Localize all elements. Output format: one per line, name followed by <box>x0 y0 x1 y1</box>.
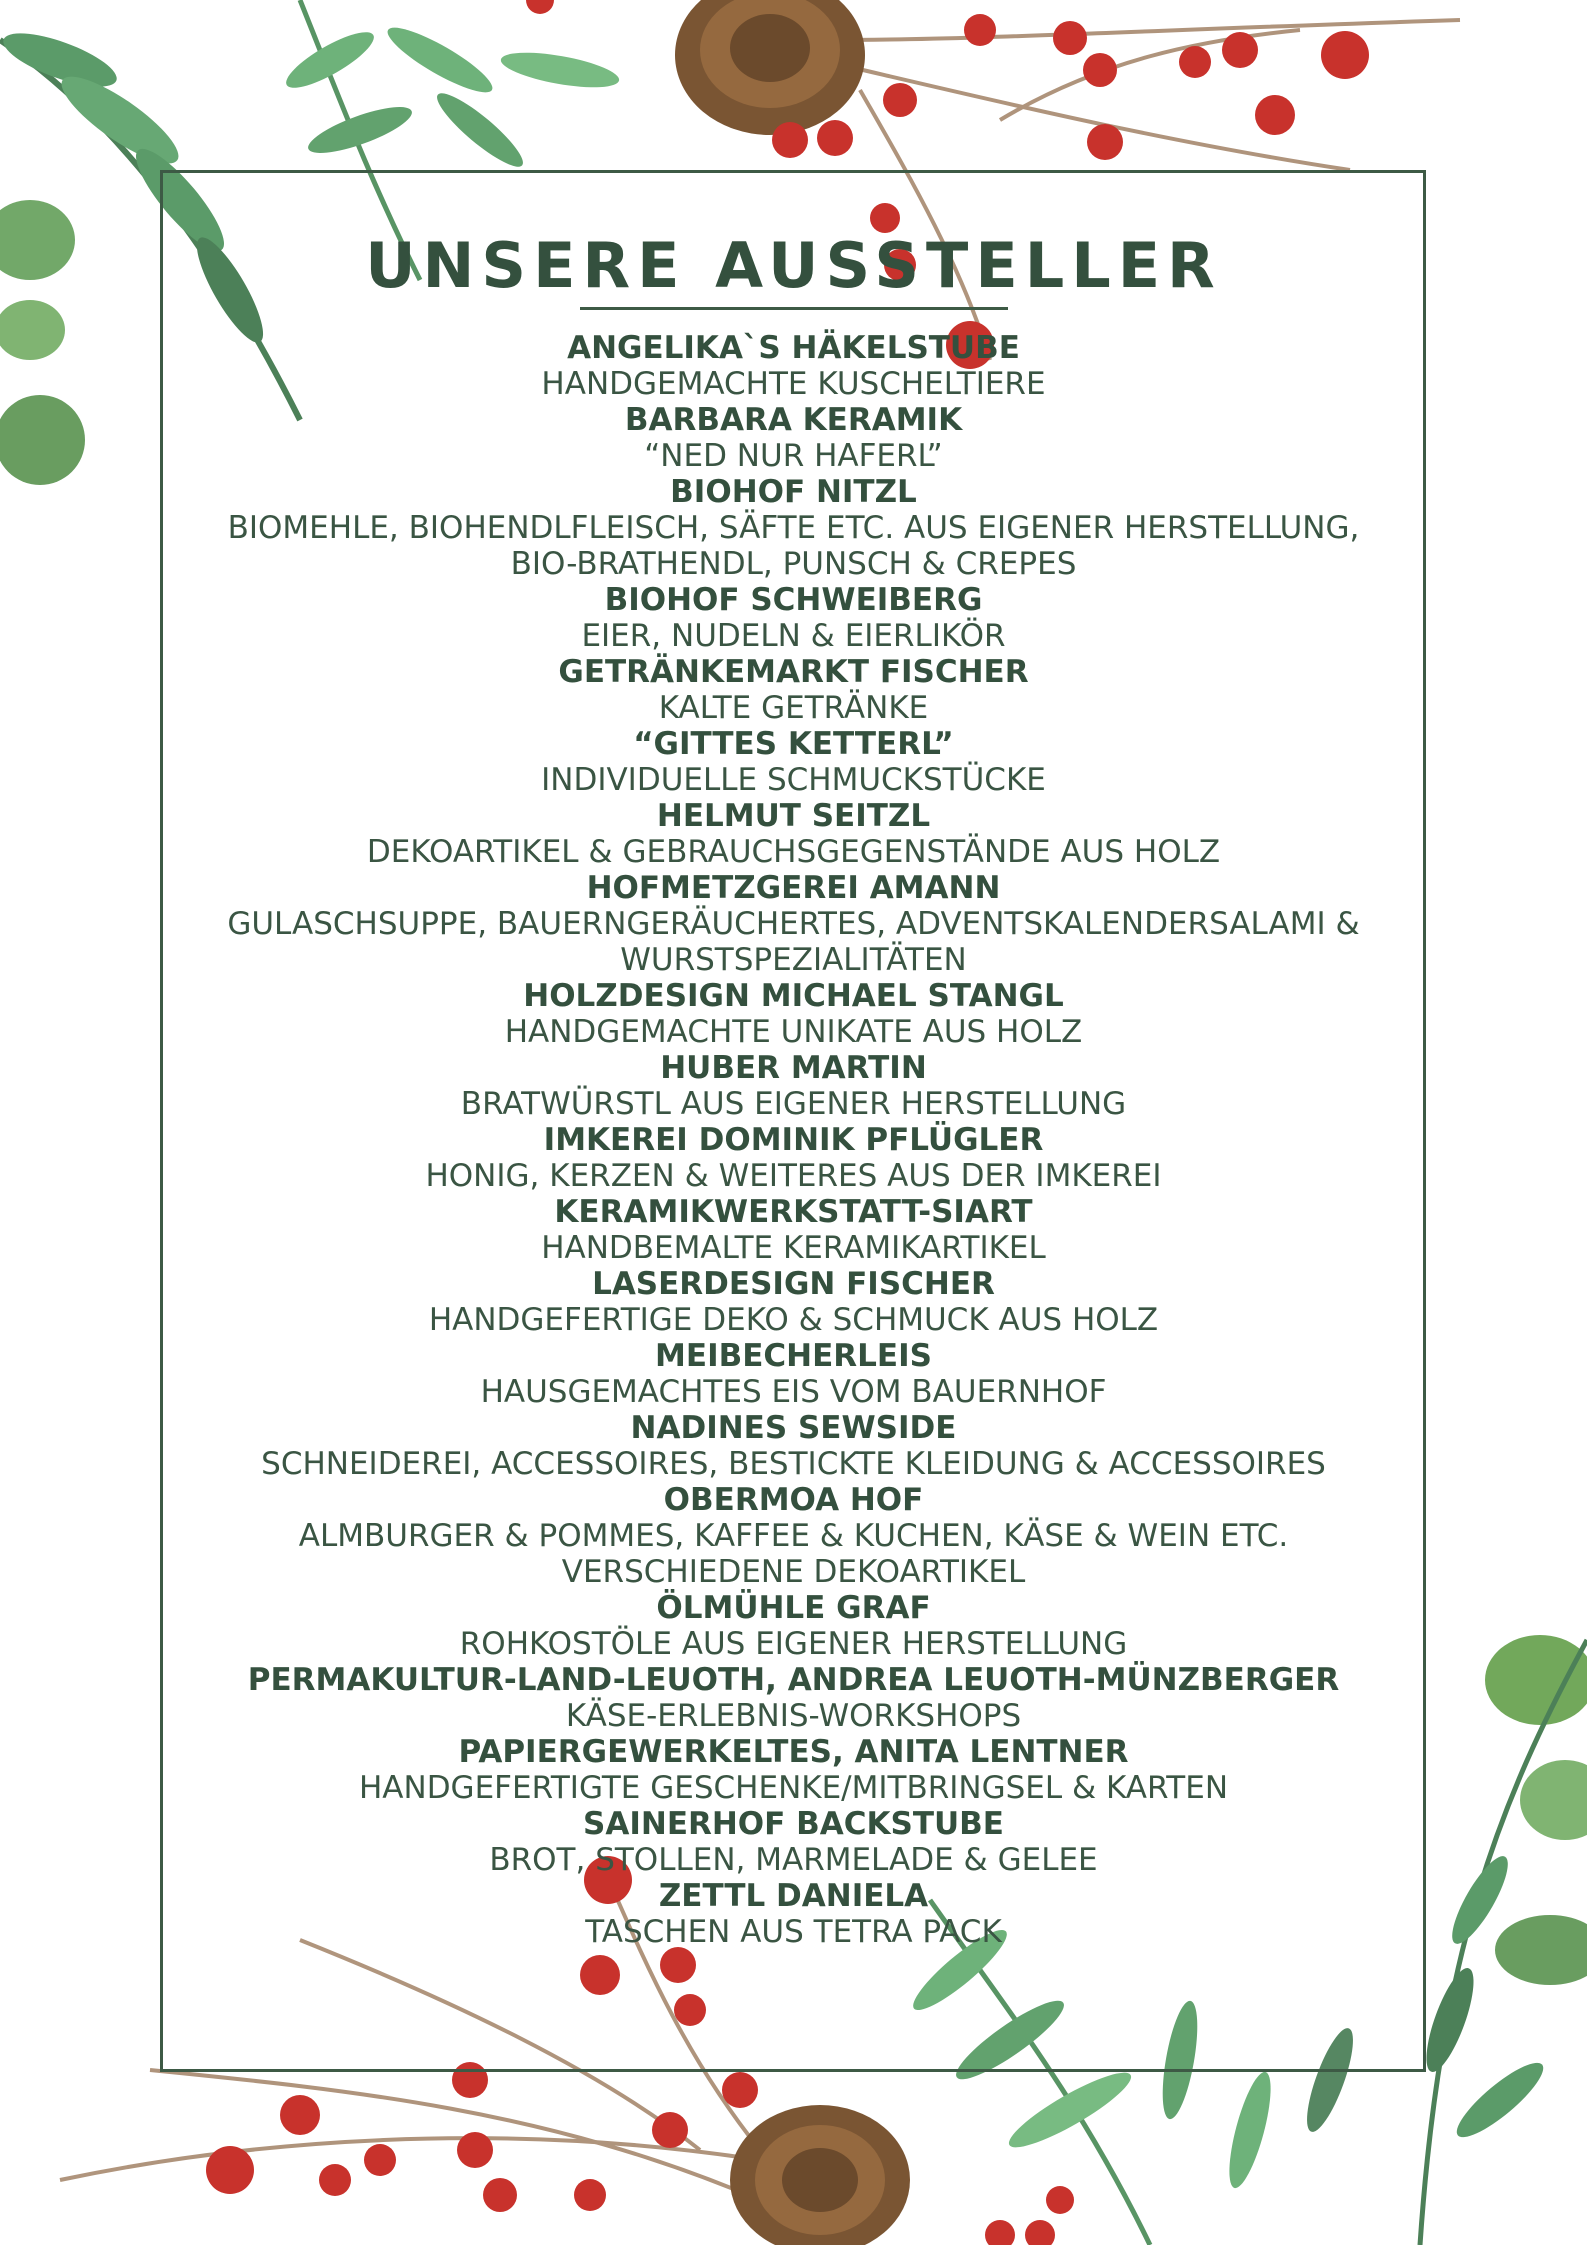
exhibitor-description: HAUSGEMACHTES EIS VOM BAUERNHOF <box>480 1374 1107 1410</box>
exhibitor-name: ZETTL DANIELA <box>658 1878 929 1914</box>
exhibitor-name: OBERMOA HOF <box>663 1482 924 1518</box>
exhibitor-entry <box>180 402 1407 474</box>
title-underline <box>580 307 1008 310</box>
exhibitor-entry <box>180 1806 1407 1878</box>
exhibitor-description: BIOMEHLE, BIOHENDLFLEISCH, SÄFTE ETC. AUS EIGENER HERSTELLUNG, BIO-BRATHENDL, PUNSCH & CREPES <box>227 510 1360 582</box>
exhibitor-description: INDIVIDUELLE SCHMUCKSTÜCKE <box>541 762 1046 798</box>
exhibitor-name: SAINERHOF BACKSTUBE <box>583 1806 1004 1842</box>
exhibitor-description: DEKOARTIKEL & GEBRAUCHSGEGENSTÄNDE AUS HOLZ <box>366 834 1221 870</box>
exhibitor-entry <box>180 1662 1407 1734</box>
exhibitor-description: HONIG, KERZEN & WEITERES AUS DER IMKEREI <box>425 1158 1162 1194</box>
exhibitor-name: LASERDESIGN FISCHER <box>592 1266 995 1302</box>
fern-right <box>1417 1635 1587 2245</box>
exhibitor-description: HANDGEMACHTE KUSCHELTIERE <box>541 366 1046 402</box>
exhibitor-entry <box>180 1878 1407 1950</box>
exhibitor-list <box>180 330 1407 1950</box>
exhibitor-entry <box>180 474 1407 582</box>
exhibitor-name: “GITTES KETTERL” <box>633 726 954 762</box>
exhibitor-entry <box>180 1338 1407 1410</box>
exhibitor-name: MEIBECHERLEIS <box>655 1338 932 1374</box>
exhibitor-entry <box>180 1266 1407 1338</box>
exhibitor-entry <box>180 330 1407 402</box>
exhibitor-name: BIOHOF SCHWEIBERG <box>604 582 983 618</box>
exhibitor-name: PERMAKULTUR-LAND-LEUOTH, ANDREA LEUOTH-MÜNZBERGER <box>247 1662 1340 1698</box>
exhibitor-name: KERAMIKWERKSTATT-SIART <box>554 1194 1033 1230</box>
exhibitor-entry <box>180 726 1407 798</box>
exhibitor-name: ÖLMÜHLE GRAF <box>656 1590 931 1626</box>
exhibitor-name: ANGELIKA`S HÄKELSTUBE <box>567 330 1020 366</box>
pine-cone-bottom <box>730 2105 910 2245</box>
exhibitor-entry <box>180 1734 1407 1806</box>
exhibitor-entry <box>180 1194 1407 1266</box>
pine-cone-top <box>675 0 865 135</box>
exhibitor-description: HANDBEMALTE KERAMIKARTIKEL <box>541 1230 1046 1266</box>
exhibitor-entry <box>180 1590 1407 1662</box>
exhibitor-name: HOLZDESIGN MICHAEL STANGL <box>523 978 1064 1014</box>
exhibitor-name: IMKEREI DOMINIK PFLÜGLER <box>543 1122 1044 1158</box>
exhibitor-entry <box>180 978 1407 1050</box>
exhibitor-description: HANDGEFERTIGE DEKO & SCHMUCK AUS HOLZ <box>428 1302 1159 1338</box>
exhibitor-name: GETRÄNKEMARKT FISCHER <box>558 654 1029 690</box>
exhibitor-entry <box>180 1050 1407 1122</box>
exhibitor-entry <box>180 1482 1407 1590</box>
exhibitor-description: GULASCHSUPPE, BAUERNGERÄUCHERTES, ADVENTSKALENDERSALAMI & WURSTSPEZIALITÄTEN <box>227 906 1360 978</box>
exhibitor-name: HELMUT SEITZL <box>656 798 931 834</box>
exhibitor-description: BRATWÜRSTL AUS EIGENER HERSTELLUNG <box>460 1086 1127 1122</box>
exhibitor-name: NADINES SEWSIDE <box>630 1410 957 1446</box>
exhibitor-entry <box>180 870 1407 978</box>
page-title: UNSERE AUSSTELLER <box>365 229 1222 302</box>
exhibitor-entry <box>180 1122 1407 1194</box>
exhibitor-name: BIOHOF NITZL <box>670 474 917 510</box>
exhibitor-entry <box>180 1410 1407 1482</box>
exhibitor-name: HOFMETZGEREI AMANN <box>586 870 1001 906</box>
exhibitor-description: TASCHEN AUS TETRA PACK <box>585 1914 1002 1950</box>
exhibitor-description: KALTE GETRÄNKE <box>658 690 929 726</box>
exhibitor-description: BROT, STOLLEN, MARMELADE & GELEE <box>489 1842 1098 1878</box>
exhibitor-description: HANDGEMACHTE UNIKATE AUS HOLZ <box>504 1014 1083 1050</box>
exhibitor-entry <box>180 582 1407 654</box>
exhibitor-description: SCHNEIDEREI, ACCESSOIRES, BESTICKTE KLEIDUNG & ACCESSOIRES <box>261 1446 1326 1482</box>
exhibitor-description: ALMBURGER & POMMES, KAFFEE & KUCHEN, KÄSE & WEIN ETC. VERSCHIEDENE DEKOARTIKEL <box>298 1518 1289 1590</box>
exhibitor-description: KÄSE-ERLEBNIS-WORKSHOPS <box>565 1698 1022 1734</box>
exhibitor-entry <box>180 798 1407 870</box>
exhibitor-entry <box>180 654 1407 726</box>
exhibitor-description: ROHKOSTÖLE AUS EIGENER HERSTELLUNG <box>459 1626 1128 1662</box>
exhibitor-name: HUBER MARTIN <box>660 1050 927 1086</box>
exhibitor-name: PAPIERGEWERKELTES, ANITA LENTNER <box>458 1734 1129 1770</box>
exhibitor-description: “NED NUR HAFERL” <box>644 438 943 474</box>
exhibitor-name: BARBARA KERAMIK <box>624 402 963 438</box>
exhibitor-description: HANDGEFERTIGTE GESCHENKE/MITBRINGSEL & KARTEN <box>358 1770 1229 1806</box>
exhibitor-description: EIER, NUDELN & EIERLIKÖR <box>581 618 1006 654</box>
